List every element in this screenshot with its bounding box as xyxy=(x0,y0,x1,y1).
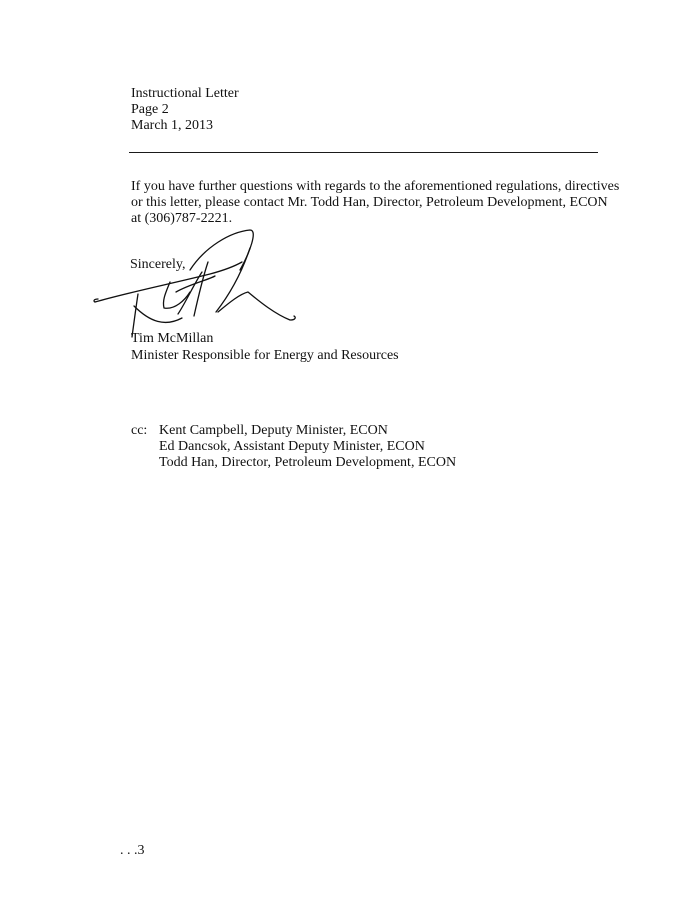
cc-recipient-list xyxy=(159,423,456,471)
cc-recipient: Kent Campbell, Deputy Minister, ECON xyxy=(159,423,388,438)
cc-recipient: Ed Dancsok, Assistant Deputy Minister, ECON xyxy=(159,439,425,454)
body-line: If you have further questions with regards to the aforementioned regulations, directives xyxy=(131,179,620,194)
page-number: Page 2 xyxy=(131,102,169,117)
body-line: or this letter, please contact Mr. Todd Han, Director, Petroleum Development, ECON xyxy=(131,195,608,210)
letter-header xyxy=(131,86,239,134)
body-line: at (306)787-2221. xyxy=(131,211,233,226)
body-paragraph xyxy=(131,179,620,227)
cc-label: cc: xyxy=(131,423,148,438)
signer-title: Minister Responsible for Energy and Resources xyxy=(131,348,399,363)
header-divider xyxy=(129,152,598,153)
cc-recipient: Todd Han, Director, Petroleum Development, ECON xyxy=(159,455,457,470)
page-continuation-marker: . . .3 xyxy=(120,843,145,858)
letter-date: March 1, 2013 xyxy=(131,118,214,133)
document-type: Instructional Letter xyxy=(131,86,239,101)
handwritten-signature xyxy=(90,222,310,347)
closing-salutation: Sincerely, xyxy=(130,257,186,272)
signer-name: Tim McMillan xyxy=(131,331,214,346)
